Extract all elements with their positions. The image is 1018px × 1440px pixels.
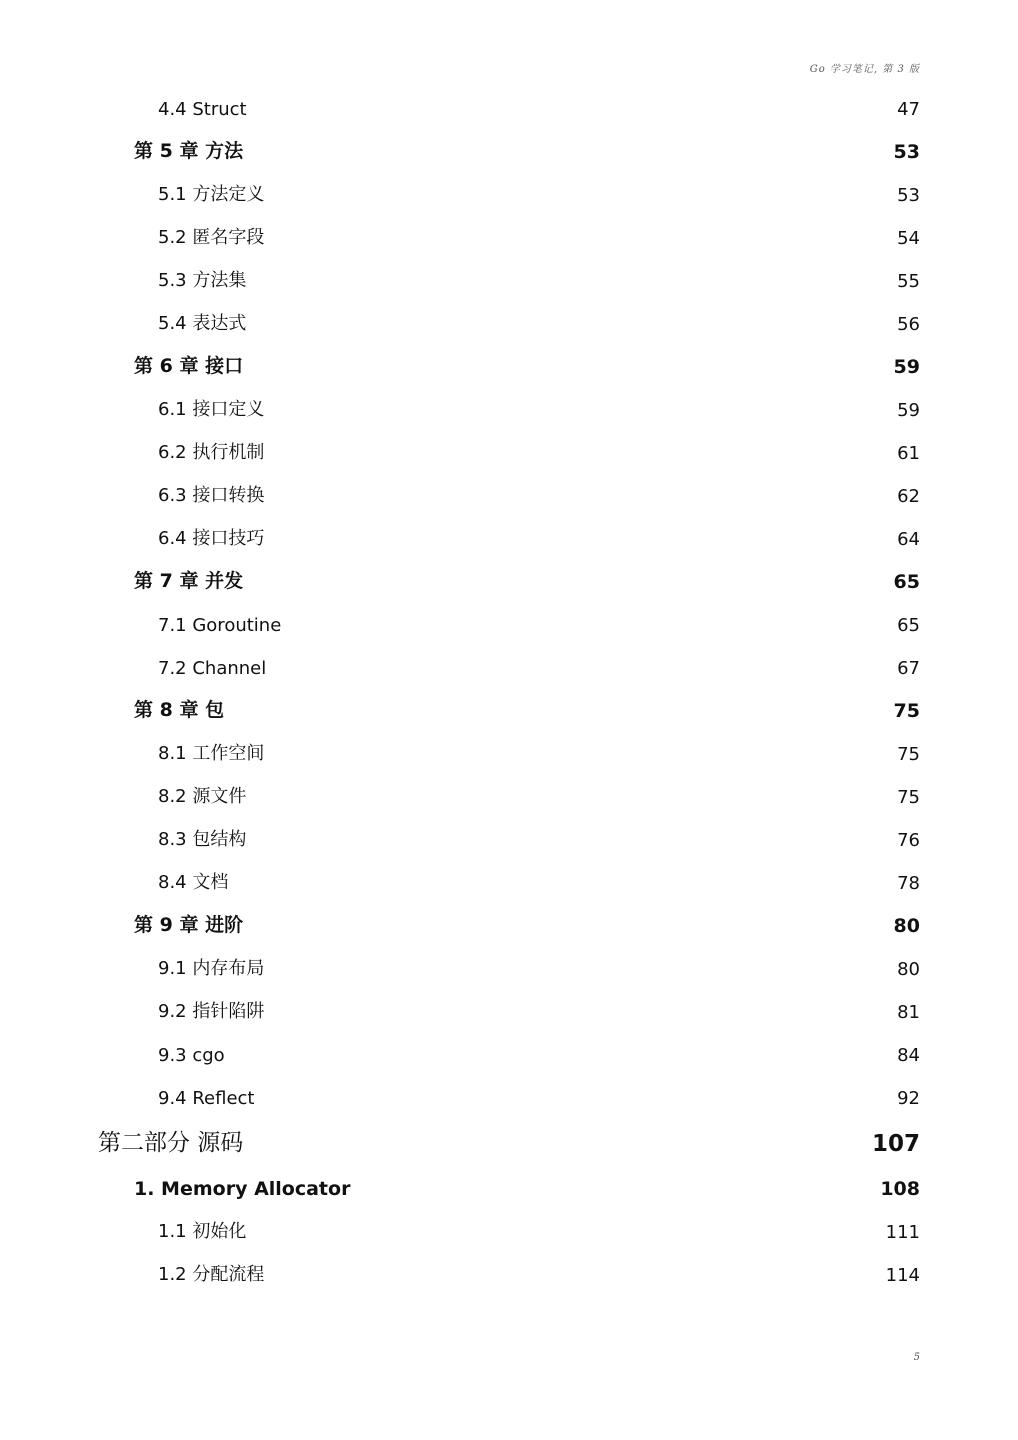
toc-section-entry[interactable] — [0, 302, 1018, 345]
toc-entry-page-number: 55 — [897, 271, 920, 292]
toc-entry-title: 8.1 工作空间 — [158, 743, 265, 764]
toc-entry-page-number: 62 — [897, 486, 920, 507]
toc-section-entry[interactable] — [0, 1076, 1018, 1119]
toc-entry-page-number: 59 — [897, 400, 920, 421]
toc-entry-title: 5.4 表达式 — [158, 313, 247, 334]
toc-entry-page-number: 67 — [897, 658, 920, 679]
toc-section-entry[interactable] — [0, 474, 1018, 517]
toc-section-entry[interactable] — [0, 603, 1018, 646]
toc-entry-page-number: 61 — [897, 443, 920, 464]
page-number: 5 — [913, 1352, 920, 1363]
toc-entry-page-number: 80 — [897, 959, 920, 980]
toc-section-entry[interactable] — [0, 818, 1018, 861]
toc-entry-page-number: 75 — [893, 700, 920, 722]
running-header: Go 学习笔记, 第 3 版 — [809, 64, 920, 75]
toc-entry-title: 第二部分 源码 — [98, 1130, 244, 1156]
toc-chapter-entry[interactable] — [0, 1167, 1018, 1210]
toc-entry-title: 5.1 方法定义 — [158, 184, 265, 205]
toc-entry-page-number: 78 — [897, 873, 920, 894]
toc-chapter-entry[interactable] — [0, 345, 1018, 388]
toc-entry-title: 第 6 章 接口 — [134, 355, 244, 377]
toc-section-entry[interactable] — [0, 431, 1018, 474]
toc-entry-page-number: 76 — [897, 830, 920, 851]
toc-entry-title: 6.1 接口定义 — [158, 399, 265, 420]
toc-entry-page-number: 107 — [871, 1131, 920, 1157]
toc-entry-page-number: 53 — [897, 185, 920, 206]
toc-section-entry[interactable] — [0, 732, 1018, 775]
toc-entry-title: 1.2 分配流程 — [158, 1264, 265, 1285]
toc-section-entry[interactable] — [0, 1033, 1018, 1076]
toc-entry-title: 6.2 执行机制 — [158, 442, 265, 463]
toc-entry-page-number: 92 — [897, 1088, 920, 1109]
toc-entry-title: 第 9 章 进阶 — [134, 914, 244, 936]
toc-entry-page-number: 75 — [897, 744, 920, 765]
toc-section-entry[interactable] — [0, 87, 1018, 130]
toc-section-entry[interactable] — [0, 259, 1018, 302]
toc-entry-page-number: 108 — [880, 1178, 920, 1200]
toc-part-entry[interactable] — [0, 1119, 1018, 1167]
toc-entry-title: 6.3 接口转换 — [158, 485, 265, 506]
toc-entry-page-number: 84 — [897, 1045, 920, 1066]
toc-entry-title: 1.1 初始化 — [158, 1221, 247, 1242]
toc-entry-page-number: 81 — [897, 1002, 920, 1023]
toc-section-entry[interactable] — [0, 388, 1018, 431]
toc-entry-page-number: 75 — [897, 787, 920, 808]
toc-entry-title: 9.2 指针陷阱 — [158, 1001, 265, 1022]
toc-section-entry[interactable] — [0, 1253, 1018, 1296]
toc-entry-title: 6.4 接口技巧 — [158, 528, 265, 549]
toc-entry-page-number: 111 — [885, 1222, 920, 1243]
toc-section-entry[interactable] — [0, 1210, 1018, 1253]
toc-entry-page-number: 47 — [897, 99, 920, 120]
toc-chapter-entry[interactable] — [0, 560, 1018, 603]
toc-entry-page-number: 65 — [893, 571, 920, 593]
toc-entry-title: 7.2 Channel — [158, 658, 267, 679]
toc-entry-title: 4.4 Struct — [158, 99, 247, 120]
table-of-contents — [0, 87, 1018, 1296]
toc-section-entry[interactable] — [0, 646, 1018, 689]
toc-entry-title: 8.4 文档 — [158, 872, 229, 893]
toc-chapter-entry[interactable] — [0, 130, 1018, 173]
toc-section-entry[interactable] — [0, 861, 1018, 904]
toc-section-entry[interactable] — [0, 216, 1018, 259]
toc-entry-page-number: 56 — [897, 314, 920, 335]
toc-section-entry[interactable] — [0, 990, 1018, 1033]
toc-entry-page-number: 53 — [893, 141, 920, 163]
toc-entry-title: 9.4 Reflect — [158, 1088, 255, 1109]
toc-section-entry[interactable] — [0, 517, 1018, 560]
toc-entry-title: 5.2 匿名字段 — [158, 227, 265, 248]
toc-entry-page-number: 80 — [893, 915, 920, 937]
toc-entry-title: 第 5 章 方法 — [134, 140, 244, 162]
toc-chapter-entry[interactable] — [0, 689, 1018, 732]
toc-entry-title: 7.1 Goroutine — [158, 615, 282, 636]
toc-entry-title: 9.3 cgo — [158, 1045, 225, 1066]
toc-entry-title: 1. Memory Allocator — [134, 1178, 351, 1200]
toc-chapter-entry[interactable] — [0, 904, 1018, 947]
toc-entry-title: 9.1 内存布局 — [158, 958, 265, 979]
toc-section-entry[interactable] — [0, 173, 1018, 216]
toc-entry-title: 8.2 源文件 — [158, 786, 247, 807]
toc-entry-page-number: 64 — [897, 529, 920, 550]
toc-entry-title: 第 7 章 并发 — [134, 570, 244, 592]
toc-entry-title: 第 8 章 包 — [134, 699, 225, 721]
toc-section-entry[interactable] — [0, 775, 1018, 818]
toc-entry-page-number: 114 — [885, 1265, 920, 1286]
toc-entry-title: 5.3 方法集 — [158, 270, 247, 291]
toc-entry-page-number: 65 — [897, 615, 920, 636]
toc-entry-page-number: 54 — [897, 228, 920, 249]
toc-entry-page-number: 59 — [893, 356, 920, 378]
toc-entry-title: 8.3 包结构 — [158, 829, 247, 850]
toc-section-entry[interactable] — [0, 947, 1018, 990]
